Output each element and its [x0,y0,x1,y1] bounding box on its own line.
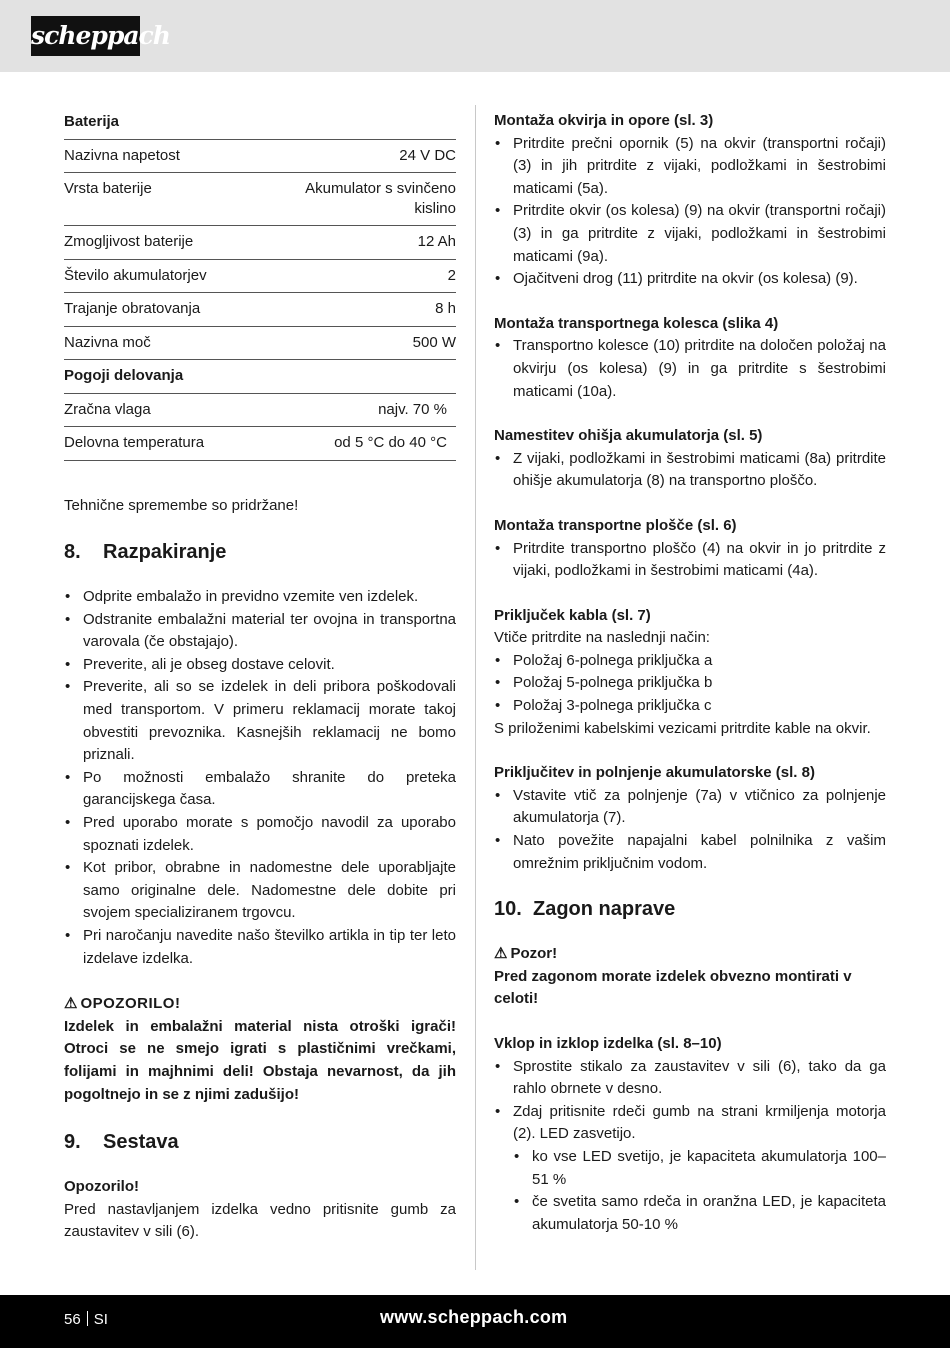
list-item: • Pritrdite transportno ploščo (4) na okvir in jo pritrdite z vijaki, podložkami in šestrobimi maticami (4a). [494,538,886,583]
page-indicator [64,1311,108,1328]
led-status-list [513,1146,886,1236]
tech-note: Tehnične spremembe so pridržane! [64,496,299,514]
list-item: • Pred uporabo morate s pomočjo navodil za uporabo spoznati izdelek. [64,812,456,857]
left-column [64,106,456,1244]
spec-table [64,106,456,461]
warning-triangle-icon: ⚠ [494,945,508,963]
section-10-heading: 10. Zagon naprave [494,898,676,921]
wheel-list [494,335,886,403]
list-item: • Pritrdite prečni opornik (5) na okvir (transportni ročaji) (3) in jih pritrdite z vijaki, podložkami in šestrobimi maticami (5a). [494,133,886,201]
list-item: • Po možnosti embalažo shranite do preteka garancijskega časa. [64,767,456,812]
warning-block [64,993,456,1106]
warning-title: OPOZORILO! [80,995,181,1013]
list-item: • Odstranite embalažni material ter ovojna in transportna varovala (če obstajajo). [64,609,456,654]
spec-title: Baterija [64,106,456,139]
frame-list [494,133,886,291]
spec-row: Nazivna moč 500 W [64,326,456,360]
onoff-list [494,1056,886,1146]
plate-title: Montaža transportne plošče (sl. 6) [494,516,737,534]
list-item: • Položaj 6-polnega priključka a [494,650,886,673]
onoff-title: Vklop in izklop izdelka (sl. 8–10) [494,1035,722,1052]
page-number: 56 [64,1311,81,1328]
spec-row: Število akumulatorjev 2 [64,259,456,293]
battery-housing-title: Namestitev ohišja akumulatorja (sl. 5) [494,427,763,445]
caution-text: Pred zagonom morate izdelek obvezno montirati v celoti! [494,967,852,1008]
list-item: • ko vse LED svetijo, je kapaciteta akumulatorja 100–51 % [513,1146,886,1191]
list-item: • Nato povežite napajalni kabel polnilnika z vašim omrežnim priključnim vodom. [494,830,886,875]
list-item: • Vstavite vtič za polnjenje (7a) v vtičnico za polnjenje akumulatorja (7). [494,785,886,830]
spec-row: Nazivna napetost 24 V DC [64,139,456,173]
wheel-title: Montaža transportnega kolesca (slika 4) [494,314,779,332]
conditions-title: Pogoji delovanja [64,360,456,394]
condition-row: Delovna temperatura od 5 °C do 40 °C [64,427,456,461]
cable-title: Priključek kabla (sl. 7) [494,606,651,624]
frame-title: Montaža okvirja in opore (sl. 3) [494,112,714,129]
condition-row: Zračna vlaga najv. 70 % [64,393,456,427]
spec-row: Trajanje obratovanja 8 h [64,293,456,327]
spec-row: Vrsta baterije Akumulator s svinčeno kislino [64,173,456,226]
language-code: SI [93,1311,108,1328]
website-link[interactable]: www.scheppach.com [380,1307,568,1327]
assembly-warning-text: Pred nastavljanjem izdelka vedno pritisnite gumb za zaustavitev v sili (6). [64,1200,456,1241]
unpacking-list [64,586,456,970]
list-item: • Preverite, ali je obseg dostave celovit. [64,654,456,677]
caution-block [494,943,886,1011]
charging-title: Priključitev in polnjenje akumulatorske (sl. 8) [494,764,815,782]
caution-title: Pozor! [510,945,558,963]
right-column [494,110,886,1236]
page-footer [0,1295,950,1348]
list-item: • če svetita samo rdeča in oranžna LED, je kapaciteta akumulatorja 50-10 % [513,1191,886,1236]
warning-triangle-icon: ⚠ [64,995,78,1013]
list-item: • Zdaj pritisnite rdeči gumb na strani krmiljenja motorja (2). LED zasvetijo. [494,1101,886,1146]
list-item: • Z vijaki, podložkami in šestrobimi maticami (8a) pritrdite ohišje akumulatorja (8) na transportno ploščo. [494,448,886,493]
scheppach-logo: scheppach [31,16,140,56]
page-header [0,0,950,72]
list-item: • Transportno kolesce (10) pritrdite na določen položaj na okvirju (os kolesa) (9) in ga pritrdite s šestrobimi maticami (10a). [494,335,886,403]
battery-housing-list [494,448,886,493]
cable-list [494,650,886,718]
section-8-heading: 8. Razpakiranje [64,541,227,564]
warning-text: Izdelek in embalažni material nista otroški igrači! Otroci se ne smejo igrati s plastičnimi vrečkami, folijami in majhnimi deli! Obstaja nevarnost, da jih pogoltnejo in se z njimi zadušijo! [64,1017,456,1103]
separator [87,1311,88,1326]
list-item: • Odprite embalažo in previdno vzemite ven izdelek. [64,586,456,609]
list-item: • Kot pribor, obrabne in nadomestne dele uporabljajte samo originalne dele. Nadomestne dele dobite pri svojem specializiranem trgovcu. [64,857,456,925]
section-9-heading: 9. Sestava [64,1131,179,1154]
list-item: • Položaj 3-polnega priključka c [494,695,886,718]
cable-intro: Vtiče pritrdite na naslednji način: [494,629,710,647]
charging-list [494,785,886,875]
list-item: • Položaj 5-polnega priključka b [494,672,886,695]
assembly-warning-title: Opozorilo! [64,1178,139,1196]
list-item: • Pritrdite okvir (os kolesa) (9) na okvir (transportni ročaji) (3) in ga pritrdite z vijaki, podložkami in šestrobimi maticami (9a). [494,200,886,268]
list-item: • Sprostite stikalo za zaustavitev v sili (6), tako da ga rahlo obrnete v desno. [494,1056,886,1101]
column-divider [475,105,476,1270]
list-item: • Ojačitveni drog (11) pritrdite na okvir (os kolesa) (9). [494,268,886,291]
spec-row: Zmogljivost baterije 12 Ah [64,226,456,260]
plate-list [494,538,886,583]
cable-outro: S priloženimi kabelskimi vezicami pritrdite kable na okvir. [494,719,871,737]
list-item: • Preverite, ali so se izdelek in deli pribora poškodovali med transportom. V primeru reklamacij morate takoj obvestiti prevoznika. Kasnejših reklamacij ne bomo priznali. [64,676,456,766]
list-item: • Pri naročanju navedite našo številko artikla in tip ter leto izdelave izdelka. [64,925,456,970]
